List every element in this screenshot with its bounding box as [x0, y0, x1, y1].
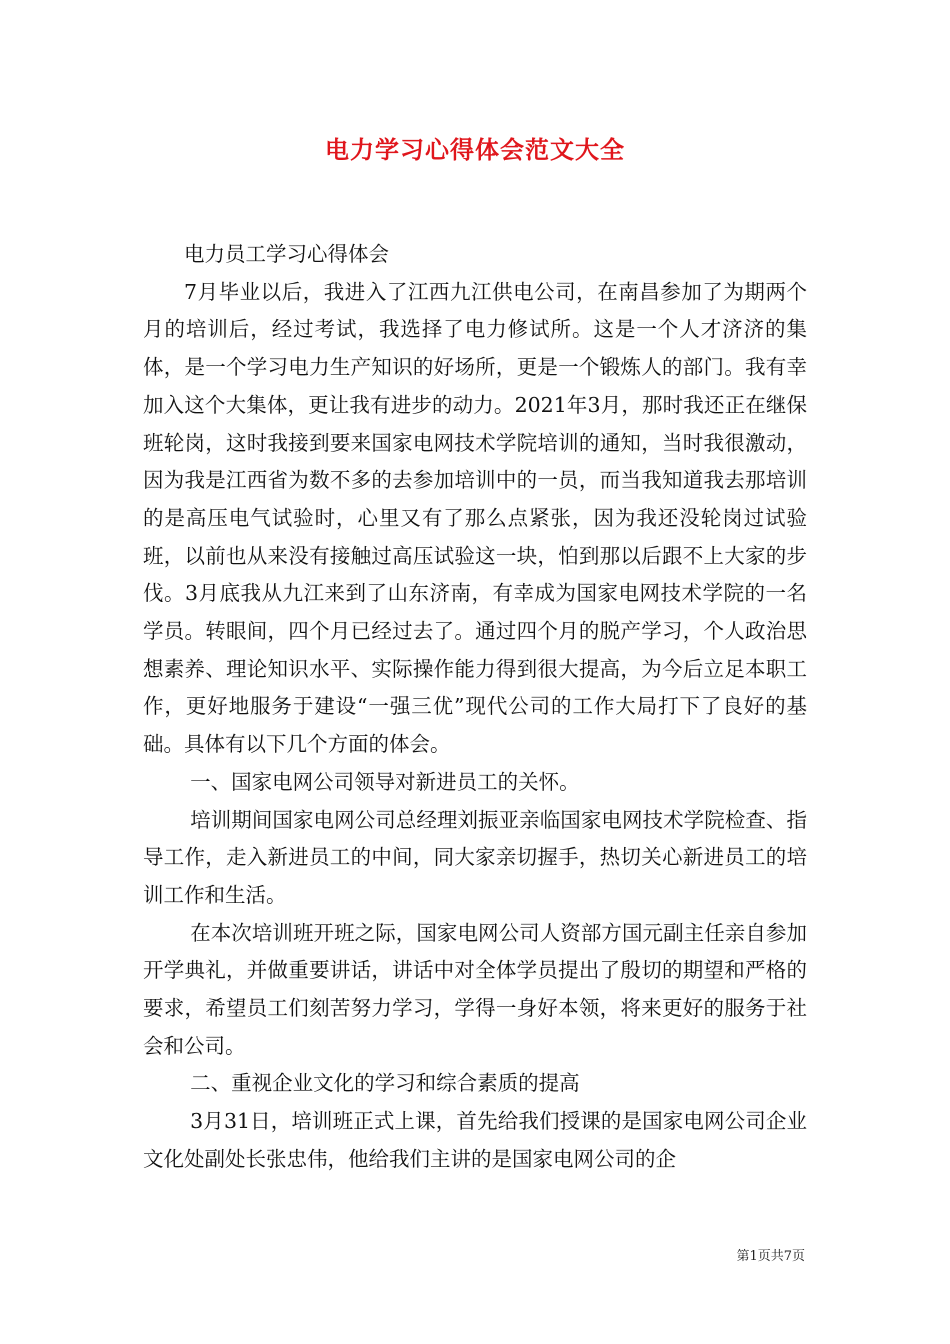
- paragraph-3: 3月31日，培训班正式上课，首先给我们授课的是国家电网公司企业文化处副处长张忠伟，他给我们主讲的是国家电网公司的企: [143, 1109, 807, 1171]
- section-heading-2: 二、重视企业文化的学习和综合素质的提高: [190, 1071, 580, 1096]
- page-number-footer: 第1页共7页: [736, 1249, 805, 1264]
- paragraph-intro: 7月毕业以后，我进入了江西九江供电公司，在南昌参加了为期两个月的培训后，经过考试，我选择了电力修试所。这是一个人才济济的集体，是一个学习电力生产知识的好场所，更是一个锻炼人的部门。我有幸加入这个大集体，更让我有进步的动力。2021年3月，那时我还正在继保班轮岗，这时我接到要来国家电网技术学院培训的通知，当时我很激动，因为我是江西省为数不多的去参加培训中的一员，而当我知道我去那培训的是高压电气试验时，心里又有了那么点紧张，因为我还没轮岗过试验班，以前也从来没有接触过高压试验这一块，怕到那以后跟不上大家的步伐。3月底我从九江来到了山东济南，有幸成为国家电网技术学院的一名学员。转眼间，四个月已经过去了。通过四个月的脱产学习，个人政治思想素养、理论知识水平、实际操作能力得到很大提高，为今后立足本职工作，更好地服务于建设“一强三优”现代公司的工作大局打下了良好的基础。具体有以下几个方面的体会。: [143, 279, 807, 757]
- section-heading-1: 一、国家电网公司领导对新进员工的关怀。: [190, 769, 580, 794]
- paragraph-2: 在本次培训班开班之际，国家电网公司人资部方国元副主任亲自参加开学典礼，并做重要讲话，讲话中对全体学员提出了殷切的期望和严格的要求，希望员工们刻苦努力学习，学得一身好本领，将来更好的服务于社会和公司。: [143, 920, 807, 1058]
- paragraph-subtitle: 电力员工学习心得体会: [184, 242, 389, 266]
- paragraph-1: 培训期间国家电网公司总经理刘振亚亲临国家电网技术学院检查、指导工作，走入新进员工的中间，同大家亲切握手，热切关心新进员工的培训工作和生活。: [143, 807, 807, 907]
- document-body: [143, 236, 807, 1179]
- document-title: 电力学习心得体会范文大全: [325, 135, 625, 164]
